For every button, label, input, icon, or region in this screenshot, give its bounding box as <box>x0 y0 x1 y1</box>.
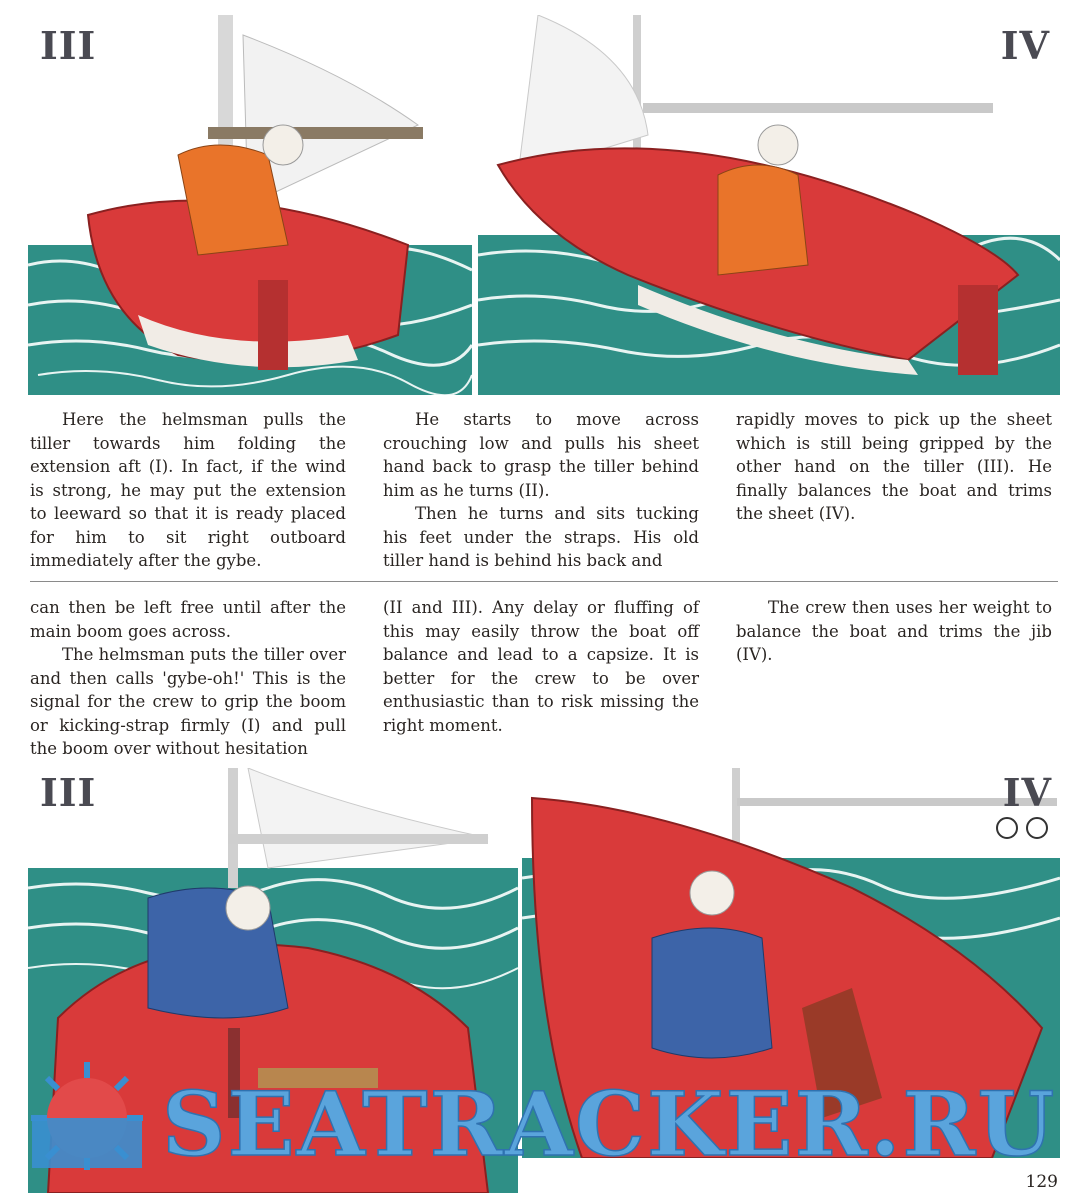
text-column-top-2 <box>383 408 699 573</box>
illustration-top-left <box>28 15 472 395</box>
text-column-bottom-1 <box>30 596 346 761</box>
illustration-top-right <box>478 15 1060 395</box>
text-column-bottom-3 <box>736 596 1052 667</box>
paragraph: rapidly moves to pick up the sheet which is still being gripped by the other hand on the tiller (III). He finally balances the boat and trims the sheet (IV). <box>736 410 1052 523</box>
paragraph: can then be left free until after the main boom goes across. <box>30 598 346 641</box>
watermark <box>12 1060 1072 1170</box>
paragraph: The helmsman puts the tiller over and then calls 'gybe-oh!' This is the signal for the crew to grip the boom or kicking-strap firmly (I) and pull the boom over without hesitation <box>30 645 346 758</box>
text-column-top-1 <box>30 408 346 573</box>
panel-label-iv-bottom: IV <box>1002 770 1052 815</box>
panel-label-iii-bottom: III <box>40 770 97 815</box>
paragraph: The crew then uses her weight to balance the boat and trims the jib (IV). <box>736 598 1052 664</box>
paragraph: Here the helmsman pulls the tiller towards him folding the extension aft (I). In fact, if the wind is strong, he may put the extension to leeward so that it is ready placed for him to sit right outboard immediately after the gybe. <box>30 410 346 570</box>
page-number: 129 <box>1025 1172 1058 1192</box>
paragraph: (II and III). Any delay or fluffing of this may easily throw the boat off balance and lead to a capsize. It is better for the crew to be over enthusiastic than to risk missing the right moment. <box>383 598 699 735</box>
watermark-text: SEATRACKER.RU <box>162 1072 1057 1170</box>
paragraph: He starts to move across crouching low and pulls his sheet hand back to grasp the tiller behind him as he turns (II). <box>383 410 699 500</box>
sun-logo-icon <box>31 1062 143 1170</box>
panel-label-iii-top: III <box>40 23 97 68</box>
horizontal-rule <box>30 581 1058 582</box>
text-column-bottom-2 <box>383 596 699 737</box>
panel-label-iv-top: IV <box>1000 23 1050 68</box>
paragraph: Then he turns and sits tucking his feet under the straps. His old tiller hand is behind his back and <box>383 504 699 570</box>
text-column-top-3 <box>736 408 1052 526</box>
